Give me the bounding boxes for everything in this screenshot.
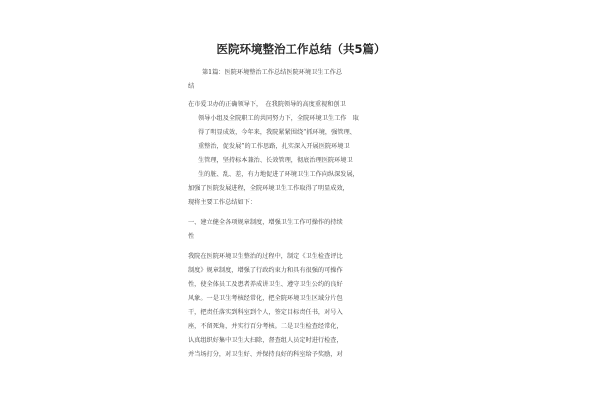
text-line: 得了明显成效，今年来，我院紧紧围绕“抓环境，强管理、 — [198, 129, 356, 136]
text-line: 领导小组及全院职工的共同努力下，全院环境卫生工作 取 — [198, 115, 359, 122]
text-line: 一、建立健全各项规章制度，增强卫生工作可操作的持续 — [188, 219, 343, 226]
text-line: 风象。一是卫生考核经常化，把全院环境卫生区域分片包 — [188, 295, 343, 302]
text-line: 重整治，促发展”的工作思路，扎实深入开展医院环境卫 — [198, 143, 350, 150]
text-line: 第1篇：医院环境整治工作总结医院环境卫生工作总 — [202, 69, 343, 76]
page-title: 医院环境整治工作总结（共5篇） — [216, 42, 386, 56]
text-line: 性，使全体员工及患者养成讲卫生、遵守卫生公约的良好 — [188, 281, 343, 288]
text-line: 在市爱卫办的正确领导下， 在我院领导的高度重视和创卫 — [188, 101, 346, 108]
text-line: 座，不留死角，并实行百分考核。二是卫生检查经常化， — [188, 323, 343, 330]
text-line: 认真组织好集中卫生大扫除，督查组人员定时进行检查， — [188, 337, 343, 344]
text-line: 加强了医院发展进程，全院环境卫生工作取得了明显成效， — [188, 185, 349, 192]
text-line: 制度》规章制度，增强了行政约束力和具有很强的可操作 — [188, 267, 343, 274]
document-page — [188, 0, 414, 400]
text-line: 我院在医院环境卫生整治的过程中，制定《卫生检查评比 — [188, 253, 343, 260]
text-line: 生管理，坚持标本兼治、长效管理，彻底治理医院环境卫 — [198, 157, 353, 164]
text-line: 干，把责任落实到科室到个人，签定目标责任书，对号入 — [188, 309, 343, 316]
text-line: 现将主要工作总结如下： — [188, 199, 257, 206]
text-line: 性 — [188, 233, 195, 240]
text-line: 结 — [188, 83, 195, 90]
text-line: 并当场打分，对卫生好、并保持良好的科室给予奖励，对 — [188, 351, 343, 358]
text-line: 生的脏、乱、差，有力地促进了环境卫生工作向纵深发展， — [198, 171, 359, 178]
